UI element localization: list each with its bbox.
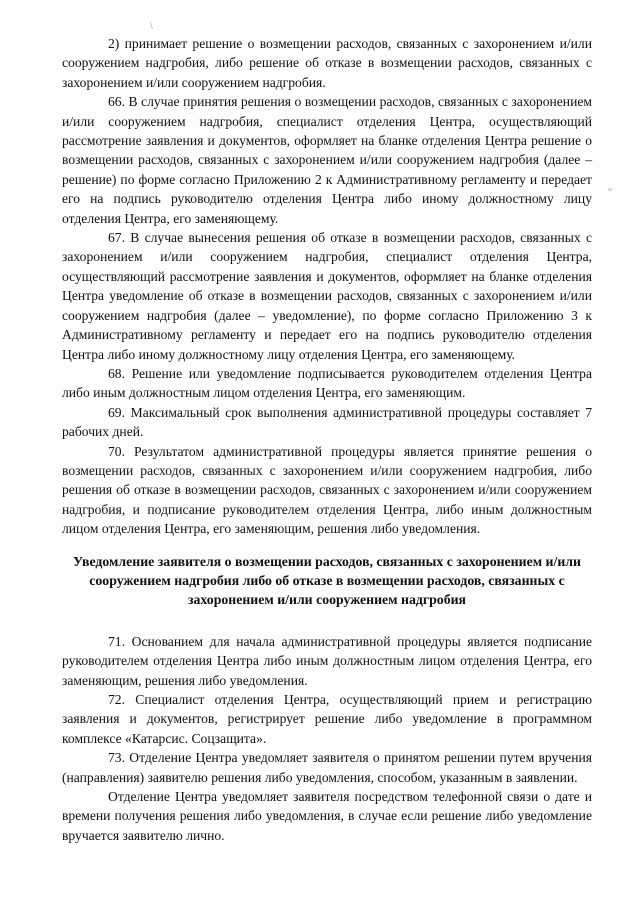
paragraph-71: 71. Основанием для начала административной процедуры является подписание руководителем отделения Центра либо иным должностным лицом отделения Центра, его заменяющим, решения либо уведомления. [62,633,592,688]
paragraph-70: 70. Результатом административной процедуры является принятие решения о возмещении расходов, связанных с захоронением и/или сооружением надгробия, либо решения об отказе в возмещении расходов, связанных с захоронением и/или сооружением надгробия, и подписание руководителем отделения Центра, либо иным должностным лицом отделения Центра, его заменяющим, решения либо уведомления. [62,443,592,537]
paragraph-73: 73. Отделение Центра уведомляет заявителя о принятом решении путем вручения (направления) заявителю решения либо уведомления, способом, указанным в заявлении. [62,750,592,785]
paragraph-67: 67. В случае вынесения решения об отказе в возмещении расходов, связанных с захоронением и/или сооружением надгробия, специалист отделения Центра, осуществляющий рассмотрение заявления и документов, оформляет на бланке отделения Центра уведомление об отказе в возмещении расходов, связанных с захоронением и/или сооружением надгробия (далее – уведомление), по форме согласно Приложению 3 к Административному регламенту и передает его на подпись руководителю отделения Центра либо иному должностному лицу отделения Центра, его заменяющему. [62,230,592,362]
paragraph-66: 66. В случае принятия решения о возмещении расходов, связанных с захоронением и/или сооружением надгробия, специалист отделения Центра, осуществляющий рассмотрение заявления и документов, оформляет на бланке отделения Центра решение о возмещении расходов, связанных с захоронением и/или сооружением надгробия (далее – решение) по форме согласно Приложению 2 к Административному регламенту и передает его на подпись руководителю отделения Центра либо иному должностному лицу отделения Центра, его заменяющему. [62,94,592,226]
paragraph-69: 69. Максимальный срок выполнения административной процедуры составляет 7 рабочих дней. [62,404,592,440]
paragraph-68: 68. Решение или уведомление подписывается руководителем отделения Центра либо иным должностным лицом отделения Центра, его заменяющим. [62,365,592,401]
paragraph-65-item-2: 2) принимает решение о возмещении расходов, связанных с захоронением и/или сооружением надгробия, либо решение об отказе в возмещении расходов, связанных с захоронением и/или сооружением надгробия. [62,36,592,90]
document-body [62,34,592,845]
paragraph-72: 72. Специалист отделения Центра, осуществляющий прием и регистрацию заявления и документов, регистрирует решение либо уведомление в программном комплексе «Катарсис. Соцзащита». [62,692,592,746]
section-heading: Уведомление заявителя о возмещении расходов, связанных с захоронением и/или сооружением надгробия либо об отказе в возмещении расходов, связанных с захоронением и/или сооружением надгробия [73,553,581,608]
scan-artifact: \ [150,21,153,32]
scan-artifact: ° [608,187,612,198]
paragraph-73-continued: Отделение Центра уведомляет заявителя посредством телефонной связи о дате и времени получения решения либо уведомления, в случае если решение либо уведомление вручается заявителю лично. [62,789,592,843]
